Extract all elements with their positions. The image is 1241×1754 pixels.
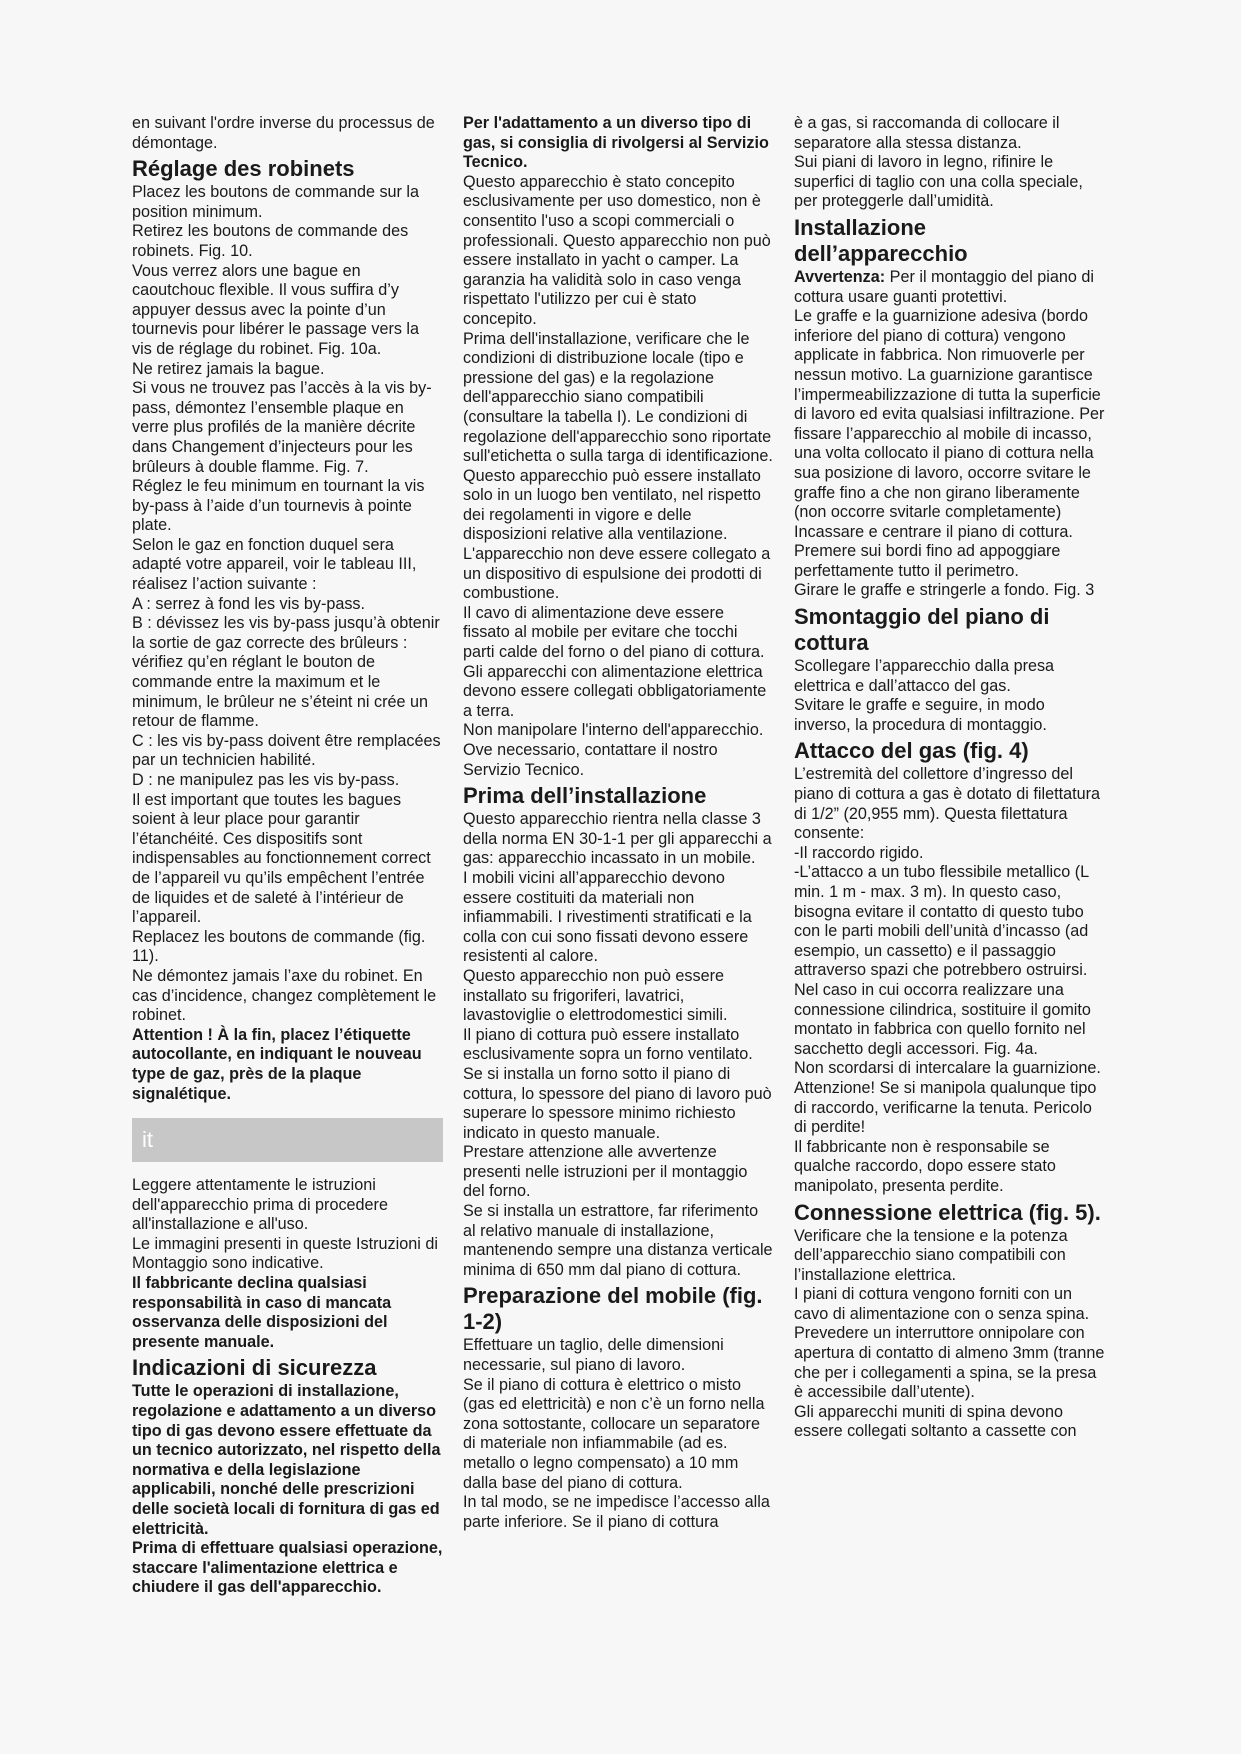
paragraph: -L’attacco a un tubo flessibile metallico (L min. 1 m - max. 3 m). In questo caso, bisogna evitare il contatto di questo tubo con le parti mobili dell’unità d’incasso (ad esempio, un cassetto) e il passaggio attraverso spazi che potrebbero ostruirsi.	[794, 863, 1089, 980]
paragraph: Nel caso in cui occorra realizzare una connessione cilindrica, sostituire il gomito montato in fabbrica con quello fornito nel sacchetto degli accessori. Fig. 4a.	[794, 980, 1091, 1058]
paragraph: Si vous ne trouvez pas l’accès à la vis by-pass, démontez l’ensemble plaque en verre plus profilés de la manière décrite dans Changement d’injecteurs pour les brûleurs à double flamme. Fig. 7.	[132, 379, 432, 476]
warning-paragraph: Tutte le operazioni di installazione, regolazione e adattamento a un diverso tipo di gas devono essere effettuate da un tecnico autorizzato, nel rispetto della normativa e della legislazione applicabili, nonché delle prescrizioni delle società locali di fornitura di gas ed elettricità.	[132, 1382, 441, 1538]
paragraph: C : les vis by-pass doivent être remplacées par un technicien habilité.	[132, 731, 441, 770]
paragraph: Le immagini presenti in queste Istruzioni di Montaggio sono indicative.	[132, 1234, 438, 1273]
heading-preparazione-mobile: Preparazione del mobile (fig. 1-2)	[463, 1283, 763, 1335]
warning-text: Per il montaggio del piano di cottura usare guanti protettivi.	[794, 267, 1094, 306]
text-column-right	[794, 114, 1105, 1442]
paragraph: Questo apparecchio non può essere installato su frigoriferi, lavatrici, lavastoviglie o elettrodomestici simili.	[463, 966, 728, 1025]
paragraph: Verificare che la tensione e la potenza dell’apparecchio siano compatibili con l’installazione elettrica.	[794, 1226, 1068, 1284]
paragraph: Placez les boutons de commande sur la position minimum.	[132, 183, 420, 221]
heading-installazione-apparecchio: Installazione dell’apparecchio	[794, 214, 968, 266]
warning-paragraph: Il fabbricante declina qualsiasi responsabilità in caso di mancata osservanza delle disposizioni del presente manuale.	[132, 1274, 392, 1351]
paragraph: Se il piano di cottura è elettrico o misto (gas ed elettricità) e non c’è un forno nella zona sottostante, collocare un separatore di materiale non infiammabile (ad es. metallo o legno compensato) a 10 mm dalla base del piano di cottura.	[463, 1375, 765, 1492]
paragraph: Se si installa un estrattore, far riferimento al relativo manuale di installazione, mantenendo sempre una distanza verticale minima di 650 mm dal piano di cottura.	[463, 1202, 773, 1279]
warning-paragraph: Attention ! À la fin, placez l’étiquette autocollante, en indiquant le nouveau type de gaz, près de la plaque signalétique.	[132, 1025, 422, 1103]
paragraph: Retirez les boutons de commande des robinets. Fig. 10.	[132, 222, 409, 260]
paragraph: Il cavo di alimentazione deve essere fissato al mobile per evitare che tocchi parti calde del forno o del piano di cottura.	[463, 603, 765, 662]
paragraph: è a gas, si raccomanda di collocare il separatore alla stessa distanza.	[794, 114, 1060, 152]
language-bar	[132, 1118, 443, 1162]
paragraph: Ne démontez jamais l’axe du robinet. En cas d’incidence, changez complètement le robinet.	[132, 966, 437, 1025]
paragraph: Attenzione! Se si manipola qualunque tipo di raccordo, verificarne la tenuta. Pericolo di perdite!	[794, 1078, 1097, 1137]
paragraph: Girare le graffe e stringerle a fondo. Fig. 3	[794, 581, 1095, 600]
paragraph: Leggere attentamente le istruzioni dell'apparecchio prima di procedere all'installazione e all'uso.	[132, 1176, 388, 1234]
paragraph: -Il raccordo rigido.	[794, 843, 924, 862]
paragraph: Prevedere un interruttore onnipolare con apertura di contatto di almeno 3mm (tranne che per i collegamenti a spina, se la presa è accessibile dall’utente).	[794, 1324, 1105, 1402]
paragraph: en suivant l'ordre inverse du processus de démontage.	[132, 114, 435, 152]
paragraph: Ne retirez jamais la bague.	[132, 359, 325, 378]
heading-prima-installazione: Prima dell’installazione	[463, 783, 707, 809]
paragraph: Il est important que toutes les bagues soient à leur place pour garantir l’étanchéité. Ces dispositifs sont indispensables au fonctionnement correct de l’appareil vu qu’ils empêchent l’entrée de liquides et de saleté à l’intérieur de l’appareil.	[132, 790, 431, 927]
paragraph: Selon le gaz en fonction duquel sera adapté votre appareil, voir le tableau III, réalisez l’action suivante :	[132, 535, 417, 594]
paragraph: Effettuare un taglio, delle dimensioni necessarie, sul piano di lavoro.	[463, 1336, 724, 1375]
paragraph: In tal modo, se ne impedisce l’accesso alla parte inferiore. Se il piano di cottura	[463, 1493, 770, 1531]
paragraph: I mobili vicini all’apparecchio devono essere costituiti da materiali non infiammabili. I rivestimenti stratificati e la colla con cui sono fissati devono essere resistenti al calore.	[463, 868, 752, 966]
paragraph: Le graffe e la guarnizione adesiva (bordo inferiore del piano di cottura) vengono applicate in fabbrica. Non rimuoverle per nessun motivo. La guarnizione garantisce l’impermeabilizzazione di tutta la superficie di lavoro ed evita qualsiasi infiltrazione. Per fissare l’apparecchio al mobile di incasso, una volta collocato il piano di cottura nella sua posizione di lavoro, occorre svitare le graffe fino a che non girano liberamente (non occorre svitarle completamente) Incassare e centrare il piano di cottura.	[794, 307, 1105, 541]
paragraph: Questo apparecchio può essere installato solo in un luogo ben ventilato, nel rispetto dei regolamenti in vigore e delle disposizioni relative alla ventilazione. L'apparecchio non deve essere collegato a un dispositivo di espulsione dei prodotti di combustione.	[463, 466, 771, 603]
paragraph: I piani di cottura vengono forniti con un cavo di alimentazione con o senza spina.	[794, 1285, 1090, 1323]
paragraph: Non scordarsi di intercalare la guarnizione.	[794, 1059, 1101, 1078]
warning-paragraph: Prima di effettuare qualsiasi operazione, staccare l'alimentazione elettrica e chiudere il gas dell'apparecchio.	[132, 1539, 443, 1597]
paragraph: Scollegare l’apparecchio dalla presa elettrica e dall’attacco del gas.	[794, 657, 1055, 695]
paragraph: Vous verrez alors une bague en caoutchouc flexible. Il vous suffira d’y appuyer dessus avec la pointe d’un tournevis pour libérer le passage vers la vis de réglage du robinet. Fig. 10a.	[132, 261, 420, 358]
paragraph: A : serrez à fond les vis by-pass.	[132, 594, 366, 613]
warning-paragraph: Per l'adattamento a un diverso tipo di gas, si consiglia di rivolgersi al Servizio Tecnico.	[463, 114, 769, 172]
paragraph: Replacez les boutons de commande (fig. 11).	[132, 927, 426, 966]
heading-indicazioni-sicurezza: Indicazioni di sicurezza	[132, 1355, 377, 1381]
paragraph: Non manipolare l'interno dell'apparecchio. Ove necessario, contattare il nostro Servizio Tecnico.	[463, 721, 764, 779]
warning-label: Avvertenza:	[794, 267, 886, 286]
paragraph: Questo apparecchio rientra nella classe 3 della norma EN 30-1-1 per gli apparecchi a gas: apparecchio incassato in un mobile.	[463, 810, 772, 868]
paragraph: Gli apparecchi con alimentazione elettrica devono essere collegati obbligatoriamente a terra.	[463, 662, 767, 720]
paragraph: L’estremità del collettore d’ingresso del piano di cottura a gas è dotato di filettatura di 1/2” (20,955 mm). Questa filettatura consente:	[794, 765, 1100, 843]
paragraph: Se si installa un forno sotto il piano di cottura, lo spessore del piano di lavoro può superare lo spessore minimo richiesto indicato in questo manuale.	[463, 1064, 772, 1142]
paragraph: B : dévissez les vis by-pass jusqu’à obtenir la sortie de gaz correcte des brûleurs : vérifiez qu’en réglant le bouton de commande entre la maximum et le minimum, le brûleur ne s’éteint ni crée un retour de flamme.	[132, 614, 440, 731]
heading-reglage-robinets: Réglage des robinets	[132, 156, 355, 182]
paragraph: D : ne manipulez pas les vis by-pass.	[132, 771, 400, 789]
paragraph: Questo apparecchio è stato concepito esclusivamente per uso domestico, non è consentito l'uso a scopi commerciali o professionali. Questo apparecchio non può essere installato in yacht o camper. La garanzia ha validità solo in caso venga rispettato l'utilizzo per cui è stato concepito.	[463, 172, 771, 328]
paragraph: Réglez le feu minimum en tournant la vis by-pass à l’aide d’un tournevis à pointe plate.	[132, 477, 425, 535]
paragraph: Prima dell'installazione, verificare che le condizioni di distribuzione locale (tipo e pressione del gas) e la regolazione dell'apparecchio siano compatibili (consultare la tabella I). Le condizioni di regolazione dell'apparecchio sono riportate sull'etichetta o sulla targa di identificazione.	[463, 329, 773, 466]
heading-connessione-elettrica: Connessione elettrica (fig. 5).	[794, 1199, 1101, 1225]
text-column-middle	[463, 114, 773, 1532]
paragraph: Premere sui bordi fino ad appoggiare perfettamente tutto il perimetro.	[794, 542, 1061, 580]
heading-smontaggio: Smontaggio del piano di cottura	[794, 604, 1050, 656]
paragraph: Prestare attenzione alle avvertenze presenti nelle istruzioni per il montaggio del forno.	[463, 1143, 748, 1201]
heading-attacco-gas: Attacco del gas (fig. 4)	[794, 738, 1029, 764]
text-column-left	[132, 114, 443, 1598]
paragraph: Il piano di cottura può essere installato esclusivamente sopra un forno ventilato.	[463, 1025, 753, 1064]
paragraph: Svitare le graffe e seguire, in modo inverso, la procedura di montaggio.	[794, 696, 1047, 734]
paragraph: Gli apparecchi muniti di spina devono essere collegati soltanto a cassette con	[794, 1402, 1077, 1441]
language-label: it	[142, 1127, 153, 1153]
paragraph: Il fabbricante non è responsabile se qualche raccordo, dopo essere stato manipolato, presenta perdite.	[794, 1137, 1056, 1195]
paragraph	[794, 268, 1105, 307]
paragraph: Sui piani di lavoro in legno, rifinire le superfici di taglio con una colla speciale, per proteggerle dall’umidità.	[794, 153, 1083, 211]
